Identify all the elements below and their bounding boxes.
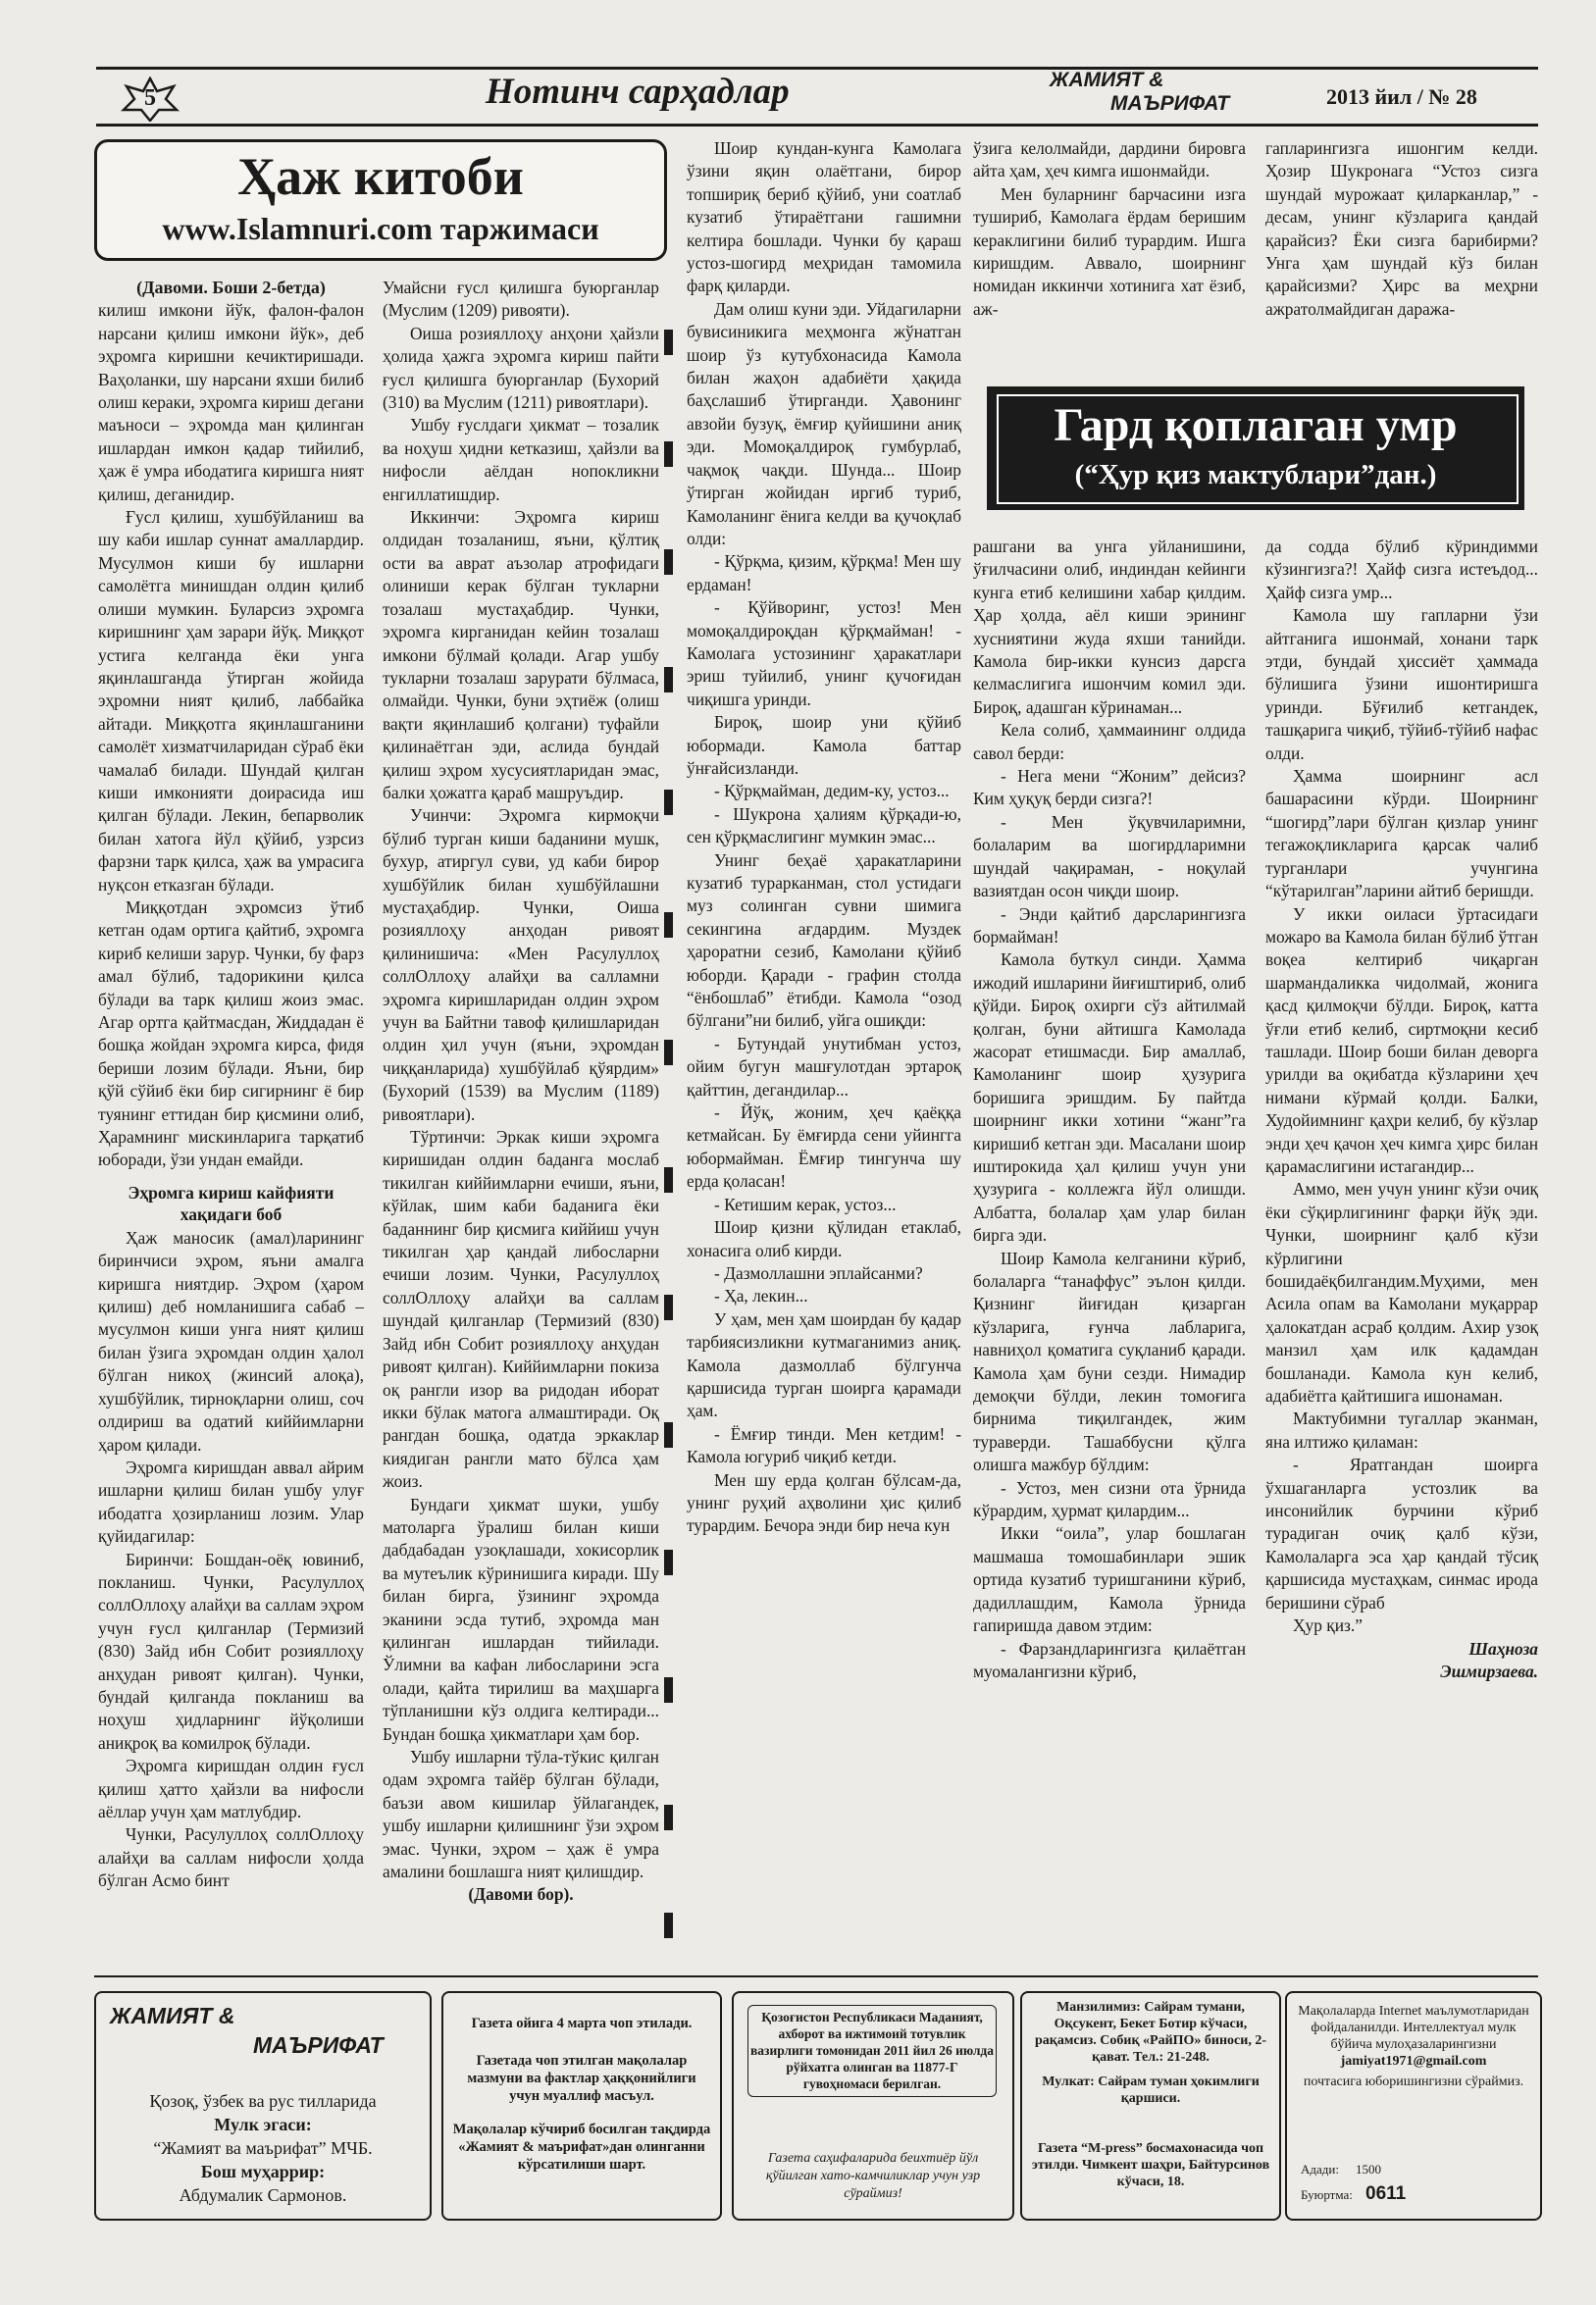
paragraph: - Мен ўқувчиларимни, болаларим ва шогирдларимни шундай чақираман, - ноқулай вазиятдан осон чиқди шоир.: [973, 811, 1246, 901]
paragraph: килиш имкони йўк, фалон-фалон нарсани қилиш имкони йўк», деб эҳромга киришни кечиктиришади. Ваҳоланки, шу нарсани яхши билиб олиш кераки, эҳромга кириш дегани маъноси – эҳромда ман қилинган ишлардан имкон қадар тийилиб, ҳаж ё умра ибодатига киришга ният қилиш, деганидир.: [98, 300, 364, 504]
paragraph: - Устоз, мен сизни ота ўрнида кўрардим, ҳурмат қилардим...: [973, 1477, 1246, 1521]
paragraph: - Кетишим керак, устоз...: [714, 1194, 897, 1214]
footer-editor-label: Бош муҳаррир:: [200, 2162, 326, 2181]
article2-title: Гард қоплаган умр: [1054, 399, 1458, 451]
paragraph: Ушбу ишларни тўла-тўкис қилган одам эҳромга тайёр бўлган бўлади, баъзи авом кишилар ўйлагандек, ушбу ишларни қилишнинг ўзи эҳром эмас. Чунки, эҳром – ҳаж ё умра амалини бошлашга ният қилишдир.: [383, 1747, 659, 1882]
footer-editor: Абдумалик Сармонов.: [179, 2185, 347, 2205]
footer-logo-line2: МАЪРИФАТ: [253, 2032, 384, 2058]
gutter-marker: [664, 1167, 673, 1193]
order-number-label: Буюртма:: [1301, 2187, 1353, 2202]
paragraph: - Бутундай унутибман устоз, ойим бугун машғулотдан эртароқ қайттин, дегандилар...: [687, 1033, 961, 1100]
footer-copyright: Мақолалар кўчириб босилган тақдирда «Жамият & маърифат»дан олинганни кўрсатилиши шарт.: [452, 2122, 711, 2173]
footer-contact-box: [1285, 1991, 1542, 2221]
header-logo-line2: МАЪРИФАТ: [1110, 92, 1230, 115]
header-logo: [1050, 69, 1229, 116]
gutter-marker: [664, 330, 673, 355]
gutter-marker: [664, 1295, 673, 1320]
footer-apology: Газета саҳифаларида беихтиёр йўл қўйилган хато-камчиликлар учун узр сўраймиз!: [765, 2151, 981, 2201]
gutter-marker: [664, 667, 673, 692]
page-number: 5: [144, 85, 156, 111]
author-first-name: Шаҳноза: [1468, 1638, 1538, 1659]
article-subtitle: www.Islamnuri.com таржимаси: [162, 211, 599, 246]
paragraph: - Фарзандларингизга қилаётган муомалангизни кўриб,: [973, 1638, 1246, 1681]
footer-address: Манзилимиз: Сайрам тумани, Оқсукент, Бекет Ботир кўчаси, рақамсиз. Собиқ «РайПО» биноси, 2-қават. Тел.: 21-248.: [1034, 2000, 1266, 2065]
paragraph: Бироқ, шоир уни қўйиб юбормади. Камола баттар ўнғайсизланди.: [687, 712, 961, 778]
paragraph: Бундаги ҳикмат шуки, ушбу матоларга ўралиш билан киши дабдабадан узоқлашади, хокисорлик ва мутеълик кўринишига киради. Шу билан бирга, ўзининг эҳромда эканини эсда тутиб, эҳромда ман қилинган ишлардан тийилади. Ўлимни ва кафан либосларини эсга олади, қайта тирилиш ва маҳшарга тўпланишни кўз олдига келтиради... Бундан бошқа ҳикматлари ҳам бор.: [383, 1494, 659, 1744]
paragraph: Тўртинчи: Эркак киши эҳромга киришидан олдин баданга мослаб тикилган киййимларни ечиши, яъни, кўйлак, шим каби баданига ёки баданнинг бир қисмига киййиш учун тикилган ҳар қандай либосларни ечиши лозим. Чунки, Расулуллоҳ соллОллоҳу алайҳи ва саллам шундай қилганлар (Термизий (830) Зайд ибн Собит розияллоҳу анҳудан ривоят қилган). Киййимларни покиза оқ рангли изор ва ридодан иборат икки бўлак матога алмаштиради. Оқ рангдан бошқа, одатда эркаклар киядиган рангли мато бўлса ҳам жоиз.: [383, 1127, 659, 1492]
article1-column1: [98, 277, 364, 1952]
article2-column3: [687, 137, 961, 1962]
article2-subtitle: (“Ҳур қиз мактублари”дан.): [1074, 459, 1437, 490]
paragraph: Чунки, Расулуллоҳ соллОллоҳу алайҳи ва саллам нифосли ҳолда бўлган Асмо бинт: [98, 1824, 364, 1891]
paragraph: Дам олиш куни эди. Уйдагиларни бувисиникига меҳмонга жўнатган шоир ўз кутубхонасида Камола билан жаҳон адабиёти ҳақида баҳслашиб ўтирганди. Ҳавонинг авзойи бузуқ, ёмғир қуйишини аниқ эди. Момоқалдироқ гумбурлаб, чақмоқ чақди. Шунда... Шоир ўтирган жойидан иргиб туриб, Камоланинг ёнига келди ва қучоқлаб олди:: [687, 298, 961, 548]
article2-column5-top: [1265, 137, 1538, 369]
article1-column2: [383, 277, 659, 1952]
footer-owner-label: Мулк эгаси:: [214, 2115, 312, 2134]
paragraph: Шоир Камола келганини кўриб, болаларга “танаффус” эълон қилди. Қизнинг йиғидан қизарган кўзларига, ғунча лабларига, навниҳол қоматига суқланиб қаради. Камола ҳам буни сезди. Нимадир демоқчи бўлди, лекин томоғига бирнима тиқилгандек, жим тураверди. Ташаббусни қўлга олишга мажбур бўлдим:: [973, 1248, 1246, 1475]
issue-date: 2013 йил / № 28: [1326, 84, 1477, 109]
gutter-marker: [664, 1677, 673, 1703]
paragraph: Шоир кундан-кунга Камолага ўзини яқин олаётгани, бирор топшириқ бериб қўйиб, уни соатлаб кузатиб ўтираётгани гашимни келтира бошлади. Чунки бу қараш устоз-шогирд меҳридан тамомила фарқ қиларди.: [687, 138, 961, 296]
gutter-marker: [664, 790, 673, 815]
section-heading: Эҳромга кириш кайфияти хақидаги боб: [128, 1182, 335, 1224]
footer-languages: Қозоқ, ўзбек ва рус тилларида: [149, 2091, 377, 2111]
paragraph: рашгани ва унга уйланишини, ўғилчасини олиб, индиндан кейинги кунга етиб келишини хабар қилдим. Ҳар ҳолда, аёл киши эрининг хусниятини жуда яхши танийди. Камола бир-икки кунсиз дарсга келмаслигига ишончим комил эди. Бироқ, адашган кўринаман...: [973, 537, 1246, 717]
paragraph: - Қўрқмайман, дедим-ку, устоз...: [714, 781, 950, 801]
continued-marker: (Давоми бор).: [468, 1884, 574, 1905]
paragraph: - Қўрқма, қизим, қўрқма! Мен шу ердаман!: [687, 551, 961, 594]
paragraph: Ҳур қиз.”: [1293, 1615, 1363, 1636]
footer-registration-box: [732, 1991, 1014, 2221]
paragraph: Ҳамма шоирнинг асл башарасини кўрди. Шоирнинг “шогирд”лари бўлган қизлар унинг тегажоқликларига қарсак чалиб турганлари учунгина “кўтарилган”ларини айтиб беришди.: [1265, 766, 1538, 901]
footer-registration: Қозоғистон Республикаси Маданият, ахборот ва ижтимоий тотувлик вазирлиги томонидан 2011 йил 26 июлда рўйхатга олинган ва 11877-Г гувоҳномаси берилган.: [747, 2005, 997, 2097]
paragraph: Икки “оила”, улар бошлаган машмаша томошабинлари эшик ортида кузатиб туришганини кўриб, дадиллашдим, Камола ўрнида гапиришда давом этдим:: [973, 1523, 1246, 1636]
paragraph: Мен шу ерда қолган бўлсам-да, унинг руҳий аҳволини ҳис қилиб турардим. Бечора энди бир неча кун: [687, 1469, 961, 1536]
paragraph: Биринчи: Бошдан-оёқ ювиниб, покланиш. Чунки, Расулуллоҳ соллОллоҳу алайҳи ва саллам эҳром учун ғусл қилганлар (Термизий (830) Зайд ибн Собит розияллоҳу анҳудан ривоят қилган). Чунки, бундай қилганда покланиш ва ноҳуш ҳидларнинг йўқолиши аниқроқ ва комилроқ бўлади.: [98, 1549, 364, 1753]
header-top-rule: [96, 67, 1538, 70]
paragraph: Ушбу ғуслдаги ҳикмат – тозалик ва ноҳуш ҳидни кетказиш, ҳайзли ва нифосли аёлдан нопокликни енгиллатишдир.: [383, 415, 659, 504]
footer-internet-note: Мақолаларда Internet маълумотларидан фойдаланилди. Интеллектуал мулк бўйича мулоҳазаларингизни: [1298, 2004, 1529, 2052]
footer-publication-box: [441, 1991, 722, 2221]
footer-rule: [94, 1975, 1538, 1977]
paragraph: Учинчи: Эҳромга кирмоқчи бўлиб турган киши баданини мушк, бухур, атиргул суви, уд каби бирор хушбўйлик билан хушбўйлашни мустаҳабдир. Чунки, Оиша розияллоҳу анҳодан ривоят қилинишича: «Мен Расулуллоҳ соллОллоҳу алайҳи ва салламни эҳромга киришларидан олдин эҳром учун ва Байтни тавоф қилишларидан олдин ҳил учун (яъни, эҳромдан чиққанларида) хушбўйлаб қўярдим» (Бухорий (1539) ва Муслим (1189) ривоятлари).: [383, 805, 659, 1124]
footer-landmark: Мулкат: Сайрам туман ҳокимлиги қаршиси.: [1042, 2074, 1260, 2106]
gutter-marker: [664, 1550, 673, 1575]
article-title-box: [94, 139, 667, 261]
paragraph: - Энди қайтиб дарсларингизга бормайман!: [973, 903, 1246, 947]
footer-responsibility: Газетада чоп этилган мақолалар мазмуни ва фактлар ҳаққонийлиги учун муаллиф масъул.: [467, 2053, 696, 2104]
gutter-marker: [664, 1422, 673, 1448]
paragraph: Умайсни ғусл қилишга буюрганлар (Муслим (1209) ривояти).: [383, 278, 659, 321]
paragraph: - Ёмғир тинди. Мен кетдим! - Камола югуриб чиқиб кетди.: [687, 1423, 961, 1467]
paragraph: Миққотдан эҳромсиз ўтиб кетган одам ортига қайтиб, эҳромга кириб келиши зарур. Чунки, бу фарз амал бўлиб, тадорикини қилса бўлади ва тарк қилиш жоиз эмас. Агар ортга қайтмасдан, Жиддадан ё бошқа жойдан эҳромга кирса, фидя бериши лозим бўлади. Яъни, бир қўй сўйиб ёки бир сигирнинг ё бир туянинг еттидан бир қисмини олиб, Ҳарамнинг мискинларига тарқатиб юборади, ўзи ундан емайди.: [98, 896, 364, 1170]
paragraph: - Ҳа, лекин...: [714, 1286, 808, 1306]
footer-email: jamiyat1971@gmail.com: [1340, 2054, 1487, 2069]
paragraph: Эҳромга киришдан олдин ғусл қилиш ҳатто ҳайзли ва нифосли аёллар учун ҳам матлубдир.: [98, 1756, 364, 1821]
author-last-name: Эшмирзаева.: [1440, 1661, 1538, 1681]
paragraph: Эҳромга киришдан аввал айрим ишларни қилиш билан ушбу улуғ ибодатга ҳозирланиш лозим. Улар қуйидагилар:: [98, 1457, 364, 1547]
paragraph: - Йўқ, жоним, ҳеч қаёққа кетмайсан. Бу ёмғирда сени уйингга юбормайман. Ёмғир тингунча шу ерда қоласан!: [687, 1102, 961, 1192]
paragraph: Шоир қизни қўлидан етаклаб, хонасига олиб кирди.: [687, 1217, 961, 1260]
gutter-marker: [664, 1040, 673, 1065]
article2-column5: [1265, 536, 1538, 1956]
article2-column4: [973, 536, 1246, 1956]
paragraph: - Нега мени “Жоним” дейсиз? Ким ҳуқуқ берди сизга?!: [973, 766, 1246, 809]
paragraph: - Шукрона ҳалиям қўрқади-ю, сен қўрқмаслигинг мумкин эмас...: [687, 803, 961, 847]
paragraph: Камола буткул синди. Ҳамма ижодий ишларини йиғиштириб, олиб қўйди. Бироқ охирги сўз айтилмай қолган, буни айтишга Камолада жасорат етишмасди. Бир амаллаб, Камоланинг шоир ҳузурига боришига эришдим. Бу пайтда шоирнинг икки хотини “жанг”га киришиб кетган эди. Масалани шоир иштирокида ҳал қилиш учун уни ҳузурига - коллежга йўл олишди. Албатта, болалар ҳам улар билан бирга эди.: [973, 949, 1246, 1246]
paragraph: Мен буларнинг барчасини изга тушириб, Камолага ёрдам беришим кераклигини билиб турардим. Ишга киришдим. Аввало, шоирнинг номидан иккинчи хотинига хат ёзиб, аж-: [973, 183, 1246, 319]
header-bottom-rule: [96, 124, 1538, 127]
footer-printing-house: Газета “M-press” босмахонасида чоп этилди. Чимкент шаҳри, Байтурсинов кўчаси, 18.: [1031, 2141, 1270, 2189]
paragraph: Иккинчи: Эҳромга кириш олдидан тозаланиш, яъни, қўлтиқ ости ва аврат аъзолар атрофидаги олиниши керак бўлган тукларни тозалаш мустаҳабдир. Чунки, эҳромга кирганидан кейин тозалаш имкони бўлмай қолади. Агар ушбу тукларни тозалаш зарурати бўлмаса, олмайди. Чунки, буни эҳтиёж (олиш вақти яқинлашиб қолгани) туфайли қилинаётган эди, аслида бундай қилиш эҳром хусусиятларидан эмас, балки ҳожатга қараб машруъдир.: [383, 507, 659, 802]
paragraph: Мактубимни тугаллар эканман, яна илтижо қиламан:: [1265, 1409, 1538, 1452]
paragraph: Ҳаж маносик (амал)ларининг биринчиси эҳром, яъни амалга киришга ниятдир. Эҳром (ҳаром қилиш) деб номланишига сабаб – мусулмон киши унга ният қилиш билан ўзига эҳромдан олдин ҳалол бўлган никоҳ (жинсий алоқа), хушбўйлик, тирноқларни олиш, соч олдириш ва одатий киййимларни ҳаром қилади.: [98, 1227, 364, 1455]
gutter-marker: [664, 441, 673, 467]
continued-note: (Давоми. Боши 2-бетда): [136, 278, 326, 297]
paragraph: Ғусл қилиш, хушбўйланиш ва шу каби ишлар суннат амаллардир. Мусулмон киши бу ишларни самолётга минишдан олдин қилиб олиши мумкин. Буларсиз эҳромга киришнинг ҳам зарари йўқ. Миққот устига келганда ёки унга яқинлашганда ўтирган жойида эҳромни ният қилиб, лаббайка айтади. Миққотга яқинлашганини самолёт хизматчиларидан сўраб ёки чамалаб билади. Шундай қилган киши имконияти доирасида иш қилган бўлади. Лекин, бепарволик билан хатога йўл қўйиб, узрсиз фарзни тарк қилса, ҳаж ва умрасига нуқсон етказган бўлади.: [98, 507, 364, 895]
footer-frequency: Газета ойига 4 марта чоп этилади.: [471, 2016, 693, 2031]
paragraph: - Қўйворинг, устоз! Мен момоқалдироқдан қўрқмайман! - Камолага устозининг ҳаракатлари эриш туйилиб, унинг қучоғидан чиқишга уринди.: [687, 597, 961, 709]
article2-column4-top: [973, 137, 1246, 369]
footer-email-note: почтасига юборишингизни сўраймиз.: [1303, 2074, 1524, 2089]
paragraph: У икки оиласи ўртасидаги можаро ва Камола билан бўлиб ўтган воқеа келтириб чиқарган шармандаликка чидолмай, жонига қасд қилмоқчи бўлди. Бироқ, катта ўғли етиб келиб, сиртмоқни кесиб ташлади. Шоир боши билан деворга урилди ва оқибатда кўзларини ҳеч нимани кўрмай қолди. Балки, Худойимнинг қаҳри келиб, бу кўзлар энди ҳеч қачон ҳеч кимга ҳирс билан қарамаслигини истагандир...: [1265, 903, 1538, 1176]
paragraph: Оиша розияллоҳу анҳони ҳайзли ҳолида ҳажга эҳромга кириш пайти ғусл қилишга буюрганлар (Бухорий (310) ва Муслим (1211) ривоятлари).: [383, 323, 659, 413]
paragraph: ўзига келолмайди, дардини бировга айта ҳам, ҳеч кимга ишонмайди.: [973, 138, 1246, 181]
paragraph: Унинг беҳаё ҳаракатларини кузатиб турарканман, стол устидаги муз солинган сувни шимига секингина ағдардим. Муздек ҳароратни сезиб, Камолани қўйиб юборди. Қаради - графин столда “ёнбошлаб” ётибди. Камола “озод бўлгани”ни билиб, уйга ошиқди:: [687, 849, 961, 1031]
paragraph: да содда бўлиб кўриндимми кўзингизга?! Ҳайф сизга истеъдод... Ҳайф сизга умр...: [1265, 537, 1538, 602]
gutter-marker: [664, 549, 673, 575]
footer-logo-line1: ЖАМИЯТ &: [110, 2003, 235, 2028]
gutter-marker: [664, 1805, 673, 1830]
paragraph: - Дазмоллашни эплайсанми?: [714, 1262, 923, 1283]
paragraph: гапларингизга ишонгим келди. Ҳозир Шукронага “Устоз сизга шундай мурожаат қиларканлар,” - десам, унинг кўзларига қандай қарайсиз? Ёки сизга барибирми? Унга ҳам шундай кўз билан қарайсизми? Ҳирс ва меҳрни ажратолмайдиган даража-: [1265, 138, 1538, 319]
print-run-label: Адади:: [1301, 2162, 1339, 2177]
header-logo-line1: ЖАМИЯТ &: [1050, 69, 1164, 91]
paragraph: Аммо, мен учун унинг кўзи очиқ ёки сўқирлигининг фарқи йўқ эди. Чунки, шоирнинг қалб кўзи кўрлигини бошидаёқбилгандим.Муҳими, мен Асила опам ва Камолани муқаррар ҳалокатдан асраб қолдим. Ахир узоқ манзил ҳам илк қадамдан бошланади. Камола кун келиб, адабиётга қайтишига ишонаман.: [1265, 1179, 1538, 1407]
order-number: 0611: [1365, 2183, 1407, 2204]
paragraph: Камола шу гапларни ўзи айтганига ишонмай, хонани тарк этди, бундай ҳиссиёт ҳаммада бўлишига ўзини ишонтиришга уринди. Бўғилиб кетгандек, ташқарига чиқиб, тўйиб-тўйиб нафас олди.: [1265, 605, 1538, 763]
footer-masthead-box: [94, 1991, 432, 2221]
article-title: Ҳаж китоби: [237, 147, 524, 206]
footer-address-box: [1020, 1991, 1281, 2221]
gutter-marker: [664, 1913, 673, 1938]
print-run: 1500: [1356, 2162, 1381, 2177]
footer-owner: “Жамият ва маърифат” МЧБ.: [153, 2138, 373, 2158]
paragraph: Кела солиб, ҳаммаининг олдида савол берди:: [973, 720, 1246, 763]
page-number-badge: [120, 77, 180, 122]
article2-title-banner: [987, 386, 1524, 510]
gutter-marker: [664, 912, 673, 938]
paragraph: - Яратгандан шоирга ўхшаганларга устозлик ва инсонийлик бурчини кўриб турадиган очиқ қалб кўзи, Камолаларга эса ҳар қандай тўсиқ қаршисида мустаҳкам, синмас ирода беришини сўраб: [1265, 1455, 1538, 1613]
section-title: Нотинч сарҳадлар: [486, 72, 790, 112]
paragraph: У ҳам, мен ҳам шоирдан бу қадар тарбиясизликни кутмаганимиз аниқ. Камола дазмоллаб бўлгунча қаршисида турган шоирга қарамади ҳам.: [687, 1308, 961, 1421]
